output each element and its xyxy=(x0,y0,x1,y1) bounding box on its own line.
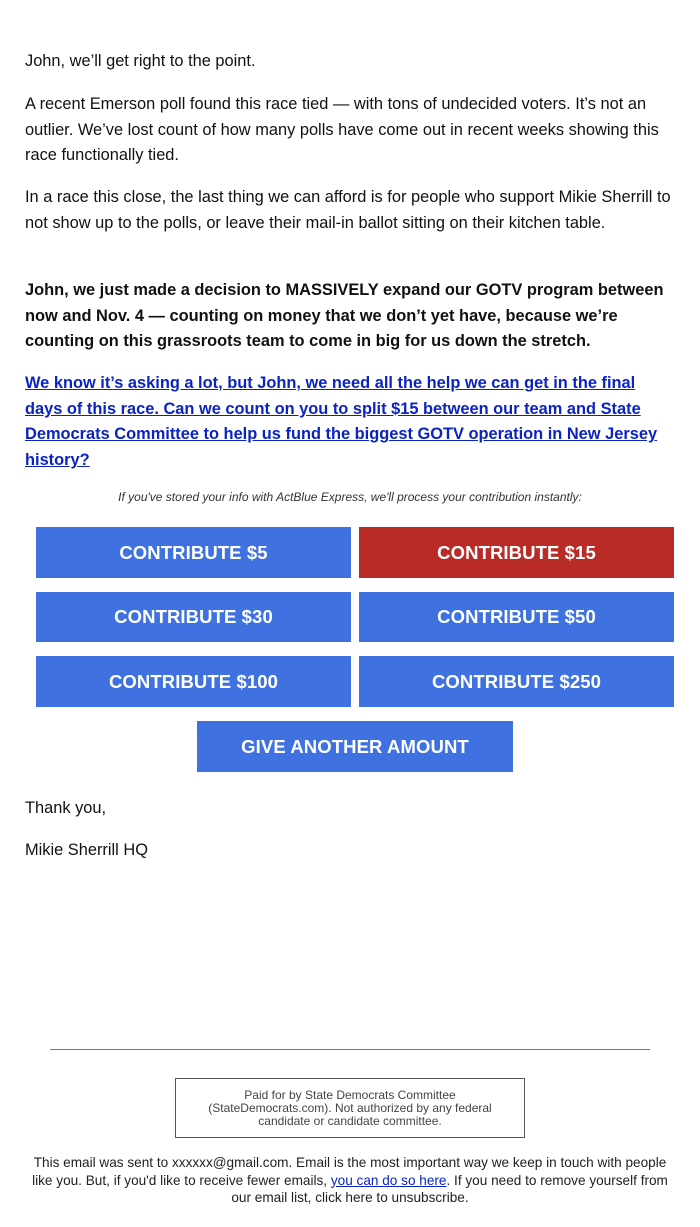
gotv-decision-paragraph: John, we just made a decision to MASSIVELY expand our GOTV program between now and Nov. 4 — counting on money that we don’t yet have, because we’re counting on this grassroots team to come in big for us down the stretch. xyxy=(25,281,664,351)
contribute-5-button[interactable]: CONTRIBUTE $5 xyxy=(36,527,351,578)
footer-unsubscribe-text: . If you need to remove yourself from our email list, click here to unsubscribe. xyxy=(231,1172,668,1205)
contribute-250-button[interactable]: CONTRIBUTE $250 xyxy=(359,656,674,707)
contribute-30-button[interactable]: CONTRIBUTE $30 xyxy=(36,592,351,642)
ask-paragraph xyxy=(25,371,675,474)
actblue-express-note: If you've stored your info with ActBlue Express, we'll process your contribution instantly: xyxy=(118,490,582,504)
paid-for-disclaimer: Paid for by State Democrats Committee (StateDemocrats.com). Not authorized by any federal candidate or candidate committee. xyxy=(175,1078,525,1138)
give-another-amount-button[interactable]: GIVE ANOTHER AMOUNT xyxy=(197,721,513,772)
close-race-paragraph: In a race this close, the last thing we can afford is for people who support Mikie Sherrill to not show up to the polls, or leave their mail-in ballot sitting on their kitchen table. xyxy=(25,188,671,232)
fewer-emails-link[interactable]: you can do so here xyxy=(330,1172,447,1188)
footer-sent-prefix: This email was sent to xyxy=(33,1155,172,1170)
contribute-50-button[interactable]: CONTRIBUTE $50 xyxy=(359,592,674,642)
intro-paragraph: John, we’ll get right to the point. xyxy=(25,52,256,70)
split-15-link[interactable]: We know it’s asking a lot, but John, we need all the help we can get in the final days of this race. Can we count on you to split $15 between our team and State Democrats Committee to help us fund the biggest GOTV operation in New Jersey history? xyxy=(25,374,658,470)
contribute-100-button[interactable]: CONTRIBUTE $100 xyxy=(36,656,351,707)
contribute-15-button[interactable]: CONTRIBUTE $15 xyxy=(359,527,674,578)
signature-text: Mikie Sherrill HQ xyxy=(25,841,148,859)
recipient-email: xxxxxx@gmail.com xyxy=(171,1155,289,1170)
thank-you-text: Thank you, xyxy=(25,799,107,817)
footer-text xyxy=(25,1154,675,1207)
poll-paragraph: A recent Emerson poll found this race tied — with tons of undecided voters. It’s not an outlier. We’ve lost count of how many polls have come out in recent weeks showing this race functionally tied. xyxy=(25,95,659,165)
footer-sent-middle: . Email is the most important way we keep in touch with people like you. But, if you'd like to receive fewer emails, xyxy=(32,1155,667,1188)
footer-divider xyxy=(50,1049,650,1050)
